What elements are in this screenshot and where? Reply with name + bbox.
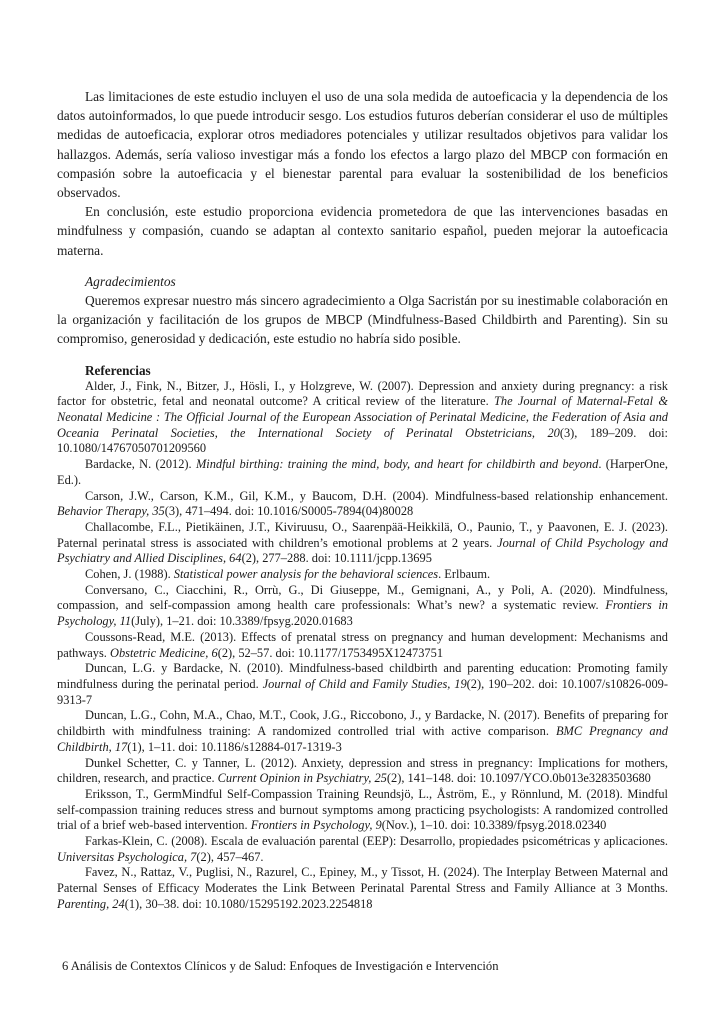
reference-item: Coussons-Read, M.E. (2013). Effects of prenatal stress on pregnancy and human development: Mechanisms and pathways. Obstetric Medicine, 6(2), 52–57. doi: 10.1177/1753495X12473751 [57, 629, 668, 660]
paragraph-limitations: Las limitaciones de este estudio incluyen el uso de una sola medida de autoeficacia y la dependencia de los datos autoinformados, lo que puede introducir sesgo. Los estudios futuros deberían considerar el uso de múltiples medidas de autoeficacia, explorar otros mediadores potenciales y utilizar resultados objetivos para validar los hallazgos. Además, sería valioso investigar más a fondo los efectos a largo plazo del MBCP con formación en compasión sobre la autoeficacia y el bienestar parental para evaluar la sostenibilidad de los beneficios observados. [57, 89, 668, 201]
references-heading: Referencias [85, 362, 151, 378]
reference-item: Duncan, L.G. y Bardacke, N. (2010). Mindfulness-based childbirth and parenting education: Promoting family mindfulness during the perinatal period. Journal of Child and Family Studies, 19(2), 190–202. doi: 10.1007/s10826-009-9313-7 [57, 661, 668, 707]
reference-list [57, 379, 668, 913]
acknowledgements-text: Queremos expresar nuestro más sincero agradecimiento a Olga Sacristán por su inestimable colaboración en la organización y facilitación de los grupos de MBCP (Mindfulness-Based Childbirth and Parenting). Sin su compromiso, generosidad y dedicación, este estudio no habría sido posible. [57, 293, 668, 347]
reference-item: Farkas-Klein, C. (2008). Escala de evaluación parental (EEP): Desarrollo, propiedades psicométricas y aplicaciones. Universitas Psychologica, 7(2), 457–467. [57, 834, 668, 864]
page-footer [62, 959, 499, 974]
acknowledgements-heading: Agradecimientos [85, 273, 176, 289]
reference-item: Eriksson, T., GermMindful Self-Compassion Training Reundsjö, L., Åström, E., y Rönnlund, M. (2018). Mindful self-compassion training reduces stress and burnout symptoms among practicing psychologists: A randomized controlled trial of a brief web-based intervention. Frontiers in Psychology, 9(Nov.), 1–10. doi: 10.3389/fpsyg.2018.02340 [57, 786, 668, 833]
reference-item: Favez, N., Rattaz, V., Puglisi, N., Razurel, C., Epiney, M., y Tissot, H. (2024). The Interplay Between Maternal and Paternal Senses of Efficacy Moderates the Link Between Perinatal Parental Stress and Family Alliance at 3 Months. Parenting, 24(1), 30–38. doi: 10.1080/15295192.2023.2254818 [57, 865, 668, 911]
footer-title: Análisis de Contextos Clínicos y de Salud: Enfoques de Investigación e Intervención [70, 959, 499, 973]
reference-item: Duncan, L.G., Cohn, M.A., Chao, M.T., Cook, J.G., Riccobono, J., y Bardacke, N. (2017). Benefits of preparing for childbirth with mindfulness training: A randomized controlled trial with active comparison. BMC Pregnancy and Childbirth, 17(1), 1–11. doi: 10.1186/s12884-017-1319-3 [57, 708, 668, 754]
reference-item: Bardacke, N. (2012). Mindful birthing: training the mind, body, and heart for childbirth and beyond. (HarperOne, Ed.). [57, 457, 668, 487]
reference-item: Carson, J.W., Carson, K.M., Gil, K.M., y Baucom, D.H. (2004). Mindfulness-based relationship enhancement. Behavior Therapy, 35(3), 471–494. doi: 10.1016/S0005-7894(04)80028 [57, 488, 668, 519]
reference-item: Alder, J., Fink, N., Bitzer, J., Hösli, I., y Holzgreve, W. (2007). Depression and anxiety during pregnancy: a risk factor for obstetric, fetal and neonatal outcome? A critical review of the literature. The Journal of Maternal-Fetal & Neonatal Medicine : The Official Journal of the European Association of Perinatal Medicine, the Federation of Asia and Oceania Perinatal Societies, the International Society of Perinatal Obstetricians, 20(3), 189–209. doi: 10.1080/14767050701209560 [57, 378, 669, 456]
page-content [57, 87, 668, 913]
page-number: 6 [62, 959, 69, 973]
reference-item: Dunkel Schetter, C. y Tanner, L. (2012). Anxiety, depression and stress in pregnancy: Implications for mothers, children, research, and practice. Current Opinion in Psychiatry, 25(2), 141–148. doi: 10.1097/YCO.0b013e3283503680 [57, 755, 668, 786]
paragraph-conclusion: En conclusión, este estudio proporciona evidencia prometedora de que las intervenciones basadas en mindfulness y compasión, cuando se adaptan al contexto sanitario español, pueden mejorar la autoeficacia materna. [57, 204, 668, 258]
reference-item: Conversano, C., Ciacchini, R., Orrù, G., Di Giuseppe, M., Gemignani, A., y Poli, A. (2020). Mindfulness, compassion, and self-compassion among health care professionals: What’s new? a systematic review. Frontiers in Psychology, 11(July), 1–21. doi: 10.3389/fpsyg.2020.01683 [57, 582, 668, 629]
reference-item: Challacombe, F.L., Pietikäinen, J.T., Kiviruusu, O., Saarenpää-Heikkilä, O., Paunio, T., y Paavonen, E. J. (2023). Paternal perinatal stress is associated with children’s emotional problems at 2 years. Journal of Child Psychology and Psychiatry and Allied Disciplines, 64(2), 277–288. doi: 10.1111/jcpp.13695 [57, 519, 668, 566]
reference-item: Cohen, J. (1988). Statistical power analysis for the behavioral sciences. Erlbaum. [85, 567, 491, 582]
